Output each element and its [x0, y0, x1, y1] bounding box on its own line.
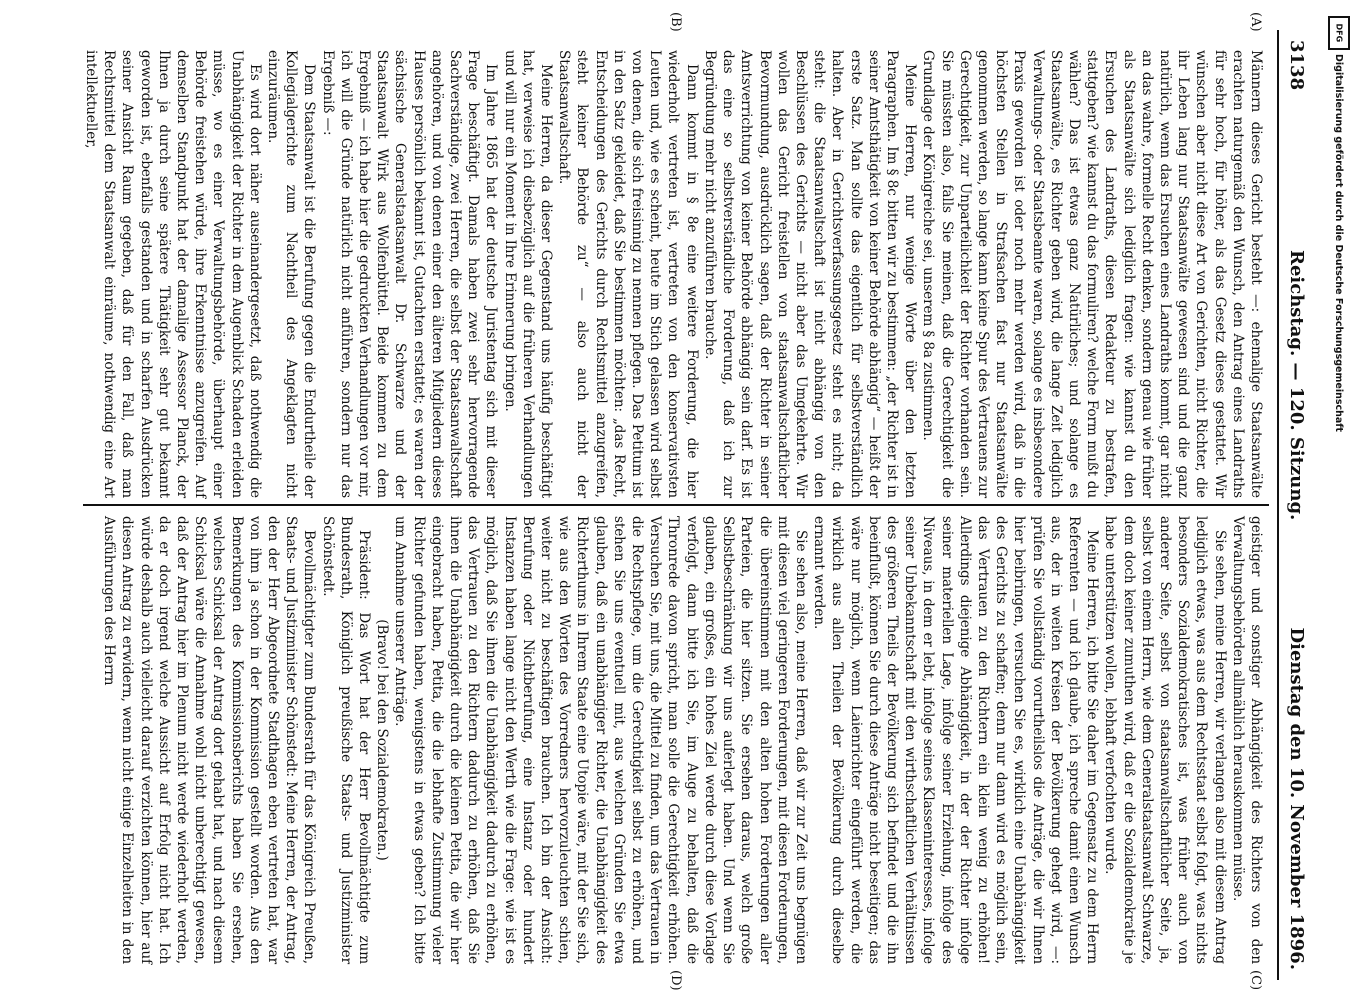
- column-divider: [83, 504, 1269, 506]
- president-remark: Präsident: Das Wort hat der Herr Bevollmächtigte zum Bundesrath, Königlich preußische Staats- und Justizminister Schönstedt.: [319, 516, 373, 964]
- dfg-logo-icon: [1328, 16, 1350, 50]
- session-date: Dienstag den 10. November 1896.: [1286, 627, 1307, 970]
- margin-marker-b: (B): [668, 12, 683, 32]
- margin-marker-d: (D): [668, 970, 683, 991]
- dfg-logo-text: DFG: [1334, 23, 1344, 43]
- right-text-column: [85, 516, 1265, 964]
- applause-note: (Bravo! bei den Sozialdemokraten.): [374, 619, 391, 861]
- paragraph: geistiger und sonstiger Abhängigkeit des Richters von den Verwaltungsbehörden allmählich herauskommen müsse.: [1229, 516, 1264, 964]
- session-title: Reichstag. — 120. Sitzung.: [1286, 250, 1307, 521]
- paragraph: Männern dieses Gericht besteht —: ehemalige Staatsanwälte erachten naturgemäß den Wunsch, den Antrag eines Landraths für sehr hoch, für höher, als das Gesetz dieses gestattet. Wir wünschen aber nicht diese Art von Gerichten, nicht Richter, die ihr Leben lang nur Staatsanwälte gewesen sind und die ganz natürlich, wenn das Ersuchen eines Landraths kommt, gar nicht an das wahre, formelle Recht denken, sondern genau wie früher als Staatsanwälte sich lediglich fragen: wie kannst du den Ersuchen des Landraths, diesen Redakteur zu bestrafen, stattgeben? wie kannst du das formuliren? welche Form mußt du wählen? Das ist etwas ganz Natürliches; und solange es Staatsanwälte, es Richter geben wird, die lange Zeit lediglich Verwaltungs- oder Staatsbeamte waren, solange es insbesondere Praxis geworden ist oder noch mehr werden wird, daß in die höchsten Stellen in Strafsachen fast nur Staatsanwälte genommen werden, so lange kann keine Spur des Vertrauens zur Gerechtigkeit, zur Unparteilichkeit der Richter vorhanden sein. Sie müssten also, falls Sie meinen, daß die Gerechtigkeit die Grundlage der Königreiche sei, unserem § 8a zustimmen.: [920, 50, 1264, 498]
- left-text-column: [85, 50, 1265, 498]
- paragraph: Im Jahre 1865 hat der deutsche Juristentag sich mit dieser Frage beschäftigt. Damals haben zwei sehr hervorragende Sachverständige, zwei Herren, die selbst der Staatsanwaltschaft angehören, und von denen einer den älteren Mitgliedern dieses Hauses persönlich bekannt ist, Gutachten erstattet; es waren der sächsische Generalstaatsanwalt Dr. Schwarze und der Staatsanwalt Wirk aus Wolfenbüttel. Beide kommen zu dem Ergebniß — ich habe hier die gedruckten Verhandlungen vor mir, ich will die Gründe natürlich nicht anführen, sondern nur das Ergebniß —:: [319, 50, 500, 498]
- page-number: 3138: [1286, 40, 1307, 91]
- paragraph: Meine Herren, ich bitte Sie daher im Gegensatz zu dem Herrn Referenten — und ich glaube, ich spreche damit einen Wunsch aus, der in weiten Kreisen der Bevölkerung gehegt wird, —: prüfen Sie vollständig vorurtheilslos die Anträge, die wir Ihnen hier beibringen, versuchen Sie es, wirklich eine Unabhängigkeit des Gerichts zu schaffen; denn nur dann wird es möglich sein, das Vertrauen zu den Richtern ein klein wenig zu erhöhen! Allerdings diejenige Abhängigkeit, in der der Richter infolge seiner materiellen Lage, infolge seiner Erziehung, infolge des Niveaus, in dem er lebt, infolge seines Klasseninteresses, infolge seiner Unbekanntschaft mit den wirthschaftlichen Verhältnissen des größeren Theils der Bevölkerung sich befindet und die ihn beeinflußt, können Sie durch diese Anträge nicht beseitigen; das wäre nur möglich, wenn Laienrichter eingeführt werden, die wirklich aus allen Theilen der Bevölkerung durch dieselbe ernannt werden.: [811, 516, 1101, 964]
- paragraph: Bevollmächtigter zum Bundesrath für das Königreich Preußen, Staats- und Justizminister Schönstedt: Meine Herren, der Antrag, den der Herr Abgeordnete Stadthagen eben vertreten hat, war von ihm ja schon in der Kommission gestellt worden. Aus den Bemerkungen des Kommissionsberichts haben Sie ersehen, welches Schicksal der Antrag dort gehabt hat, und nach diesem Schicksal wäre die Annahme wohl nicht unberechtigt gewesen, daß der Antrag hier im Plenum nicht werde wiederholt werden, da er doch irgend welche Aussicht auf Erfolg nicht hat. Ich würde deshalb auch vielleicht darauf verzichten können, hier auf diesen Antrag zu erwidern, wenn nicht einige Einzelheiten in den Ausführungen des Herrn: [101, 516, 318, 964]
- margin-marker-a: (A): [1248, 12, 1263, 32]
- paragraph: Sie sehen also, meine Herren, daß wir zur Zeit uns begnügen mit diesen viel geringeren Forderungen, mit diesen Forderungen, die übereinstimmen mit den alten hohen Forderungen aller Parteien, die hier sitzen. Sie ersehen daraus, welch große Selbstbeschränkung wir uns auferlegt haben. Und wenn Sie glauben, ein großes, ein hohes Ziel werde durch diese Vorlage verfolgt, dann bitte ich Sie, im Auge zu behalten, daß die Thronrede davon spricht, man solle die Gerechtigkeit erhöhen. Versuchen Sie, mit uns, die Mittel zu finden, um das Vertrauen in die Rechtspflege, um die Gerechtigkeit selbst zu erhöhen, und stehen Sie uns eventuell mit, aus welchen Gründen Sie etwa glauben, daß ein unabhängiger Richter, die Unabhängigkeit des Richterthums in Ihrem Staate eine Utopie wäre, mit der Sie sich, wie aus den Worten des Vorredners hervorzuleuchten schien, weiter nicht zu beschäftigen brauchen. Ich bin der Ansicht: Berufung oder Nichtberufung, eine Instanz oder hundert Instanzen haben lange nicht den Werth wie die Frage: wie ist es möglich, daß Sie ihnen die Unabhängigkeit dadurch zu erhöhen, das Vertrauen zu den Richtern dadurch zu erhöhen, daß Sie ihnen die Unabhängigkeit durch die kleinen Petita, die wir hier eingebracht haben, Petita, die die lebhafte Zustimmung vieler Richter gefunden haben, wenigstens in etwas geben? Ich bitte um Annahme unserer Anträge.: [392, 516, 809, 964]
- paragraph: Meine Herren, da dieser Gegenstand uns häufig beschäftigt hat, verweise ich diesbezüglich auf die früheren Verhandlungen und will nur ein Moment in Ihre Erinnerung bringen.: [501, 50, 555, 498]
- paragraph: Es wird dort näher auseinandergesetzt, daß nothwendig die Unabhängigkeit der Richter in dem Augenblick Schaden erleiden müsse, wo es einer Verwaltungsbehörde, überhaupt einer Behörde freistehen würde, ihre Erkenntnisse anzugreifen. Auf demselben Standpunkt hat der damalige Assessor Planck, der Ihnen ja durch seine spätere Thätigkeit sehr gut bekannt geworden ist, ebenfalls gestanden und in scharfen Ausdrücken seiner Ansicht Raum gegeben, daß für den Fall, daß man Rechtsmittel dem Staatsanwalt einräume, nothwendig eine Art intellektueller,: [83, 50, 263, 498]
- rotated-page-content: [73, 12, 1313, 991]
- page-header: [1277, 30, 1313, 980]
- digitization-credit-sidebar: [1322, 10, 1352, 990]
- quoted-resolution: Dem Staatsanwalt ist die Berufung gegen die Endurtheile der Kollegialgerichte zum Nachtheil des Angeklagten nicht einzuräumen.: [265, 50, 318, 498]
- paragraph: Sie sehen, meine Herren, wir verlangen also mit diesem Antrag lediglich etwas, was aus dem Rechtsstaat selbst folgt, was nichts besonders Sozialdemokratisches ist, was früher auch von anderer Seite, selbst von staatsanwaltschaftlicher Seite, ja, selbst von einem Herrn, wie dem Generalstaatsanwalt Schwarze, dem doch keiner zumuthen wird, daß er die Sozialdemokratie je habe unterstützen wollen, lebhaft verfochten wurde.: [1102, 516, 1228, 964]
- margin-marker-c: (C): [1248, 970, 1263, 991]
- paragraph: Meine Herren, nur wenige Worte über den letzten Paragraphen. Im § 8c bitten wir zu bestimmen: „der Richter ist in seiner Amtsthätigkeit von keiner Behörde abhängig“ — heißt der erste Satz. Man sollte das eigentlich für selbstverständlich halten. Aber in Gerichtsverfassungsgesetz steht es nicht; da steht: die Staatsanwaltschaft ist nicht abhängig von den Beschlüssen des Gerichts — nicht aber das Umgekehrte. Wir wollen das Gericht freistellen von staatsanwaltschaftlicher Bevormundung, ausdrücklich sagen, daß der Richter in seiner Amtsverrichtung von keiner Behörde abhängig sein darf. Es ist das eine so selbstverständliche Forderung, daß ich zur Begründung mehr nicht anzuführen brauche.: [701, 50, 919, 498]
- digitization-credit-text: Digitalisierung gefördert durch die Deutsche Forschungsgemeinschaft: [1333, 54, 1344, 432]
- paragraph: Dann kommt in § 8e eine weitere Forderung, die hier wiederholt vertreten ist, vertreten von den konservativsten Leuten und, wie es scheint, heute im Stich gelassen wird selbst von denen, die sich freisinnig zu nennen pflegen. Das Petitum ist in den Satz gekleidet, daß Sie bestimmen möchten: „das Recht, Entscheidungen des Gerichts durch Rechtsmittel anzugreifen, steht keiner Behörde zu“ — also auch nicht der Staatsanwaltschaft.: [556, 50, 700, 498]
